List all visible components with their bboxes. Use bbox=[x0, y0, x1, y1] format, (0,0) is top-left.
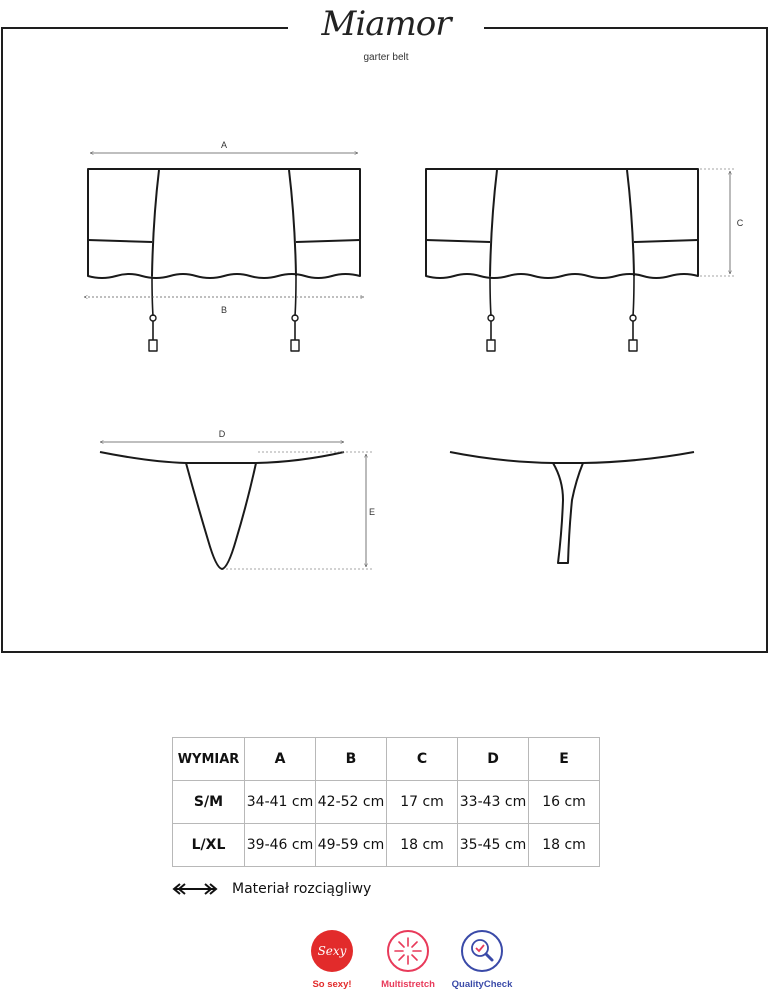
table-cell: 34-41 cm bbox=[245, 781, 316, 824]
badges bbox=[296, 930, 520, 1000]
table-header-cell: E bbox=[529, 738, 600, 781]
table-cell: 35-45 cm bbox=[458, 824, 529, 867]
table-cell: 39-46 cm bbox=[245, 824, 316, 867]
table-header-row bbox=[173, 738, 600, 781]
quality-check-icon bbox=[461, 930, 503, 972]
dimension-label-e: E bbox=[368, 507, 376, 517]
dimension-label-b: B bbox=[220, 305, 228, 315]
legend bbox=[172, 878, 371, 900]
badge-label: QualityCheck bbox=[451, 979, 513, 990]
garter-belt-front bbox=[88, 169, 360, 351]
badge-label: Multistretch bbox=[381, 979, 435, 990]
table-header-cell: C bbox=[387, 738, 458, 781]
table-cell: 33-43 cm bbox=[458, 781, 529, 824]
table-header-cell: B bbox=[316, 738, 387, 781]
sexy-badge-icon: Sexy bbox=[311, 930, 353, 972]
size-label: L/XL bbox=[173, 824, 245, 867]
table-cell: 17 cm bbox=[387, 781, 458, 824]
size-table bbox=[172, 737, 600, 867]
thong-front bbox=[100, 452, 344, 569]
table-header-cell: D bbox=[458, 738, 529, 781]
badge-multistretch bbox=[372, 930, 444, 990]
badge-quality-check bbox=[446, 930, 518, 990]
multistretch-icon bbox=[387, 930, 429, 972]
garter-belt-back bbox=[426, 169, 698, 351]
table-header-cell: A bbox=[245, 738, 316, 781]
dimension-label-a: A bbox=[220, 140, 228, 150]
dimension-label-c: C bbox=[736, 218, 744, 228]
badge-label: So sexy! bbox=[312, 979, 352, 990]
legend-text: Materiał rozciągliwy bbox=[232, 881, 372, 897]
table-row bbox=[173, 824, 600, 867]
product-subtitle: garter belt bbox=[363, 52, 409, 63]
brand-logo: Miamor bbox=[321, 4, 451, 44]
size-label: S/M bbox=[173, 781, 245, 824]
table-header-label: WYMIAR bbox=[173, 738, 245, 781]
table-row bbox=[173, 781, 600, 824]
dimension-label-d: D bbox=[218, 429, 226, 439]
table-cell: 18 cm bbox=[529, 824, 600, 867]
table-cell: 42-52 cm bbox=[316, 781, 387, 824]
table-cell: 49-59 cm bbox=[316, 824, 387, 867]
badge-so-sexy bbox=[296, 930, 368, 990]
thong-back bbox=[450, 452, 694, 563]
table-cell: 16 cm bbox=[529, 781, 600, 824]
table-cell: 18 cm bbox=[387, 824, 458, 867]
double-arrow-icon bbox=[172, 882, 218, 896]
